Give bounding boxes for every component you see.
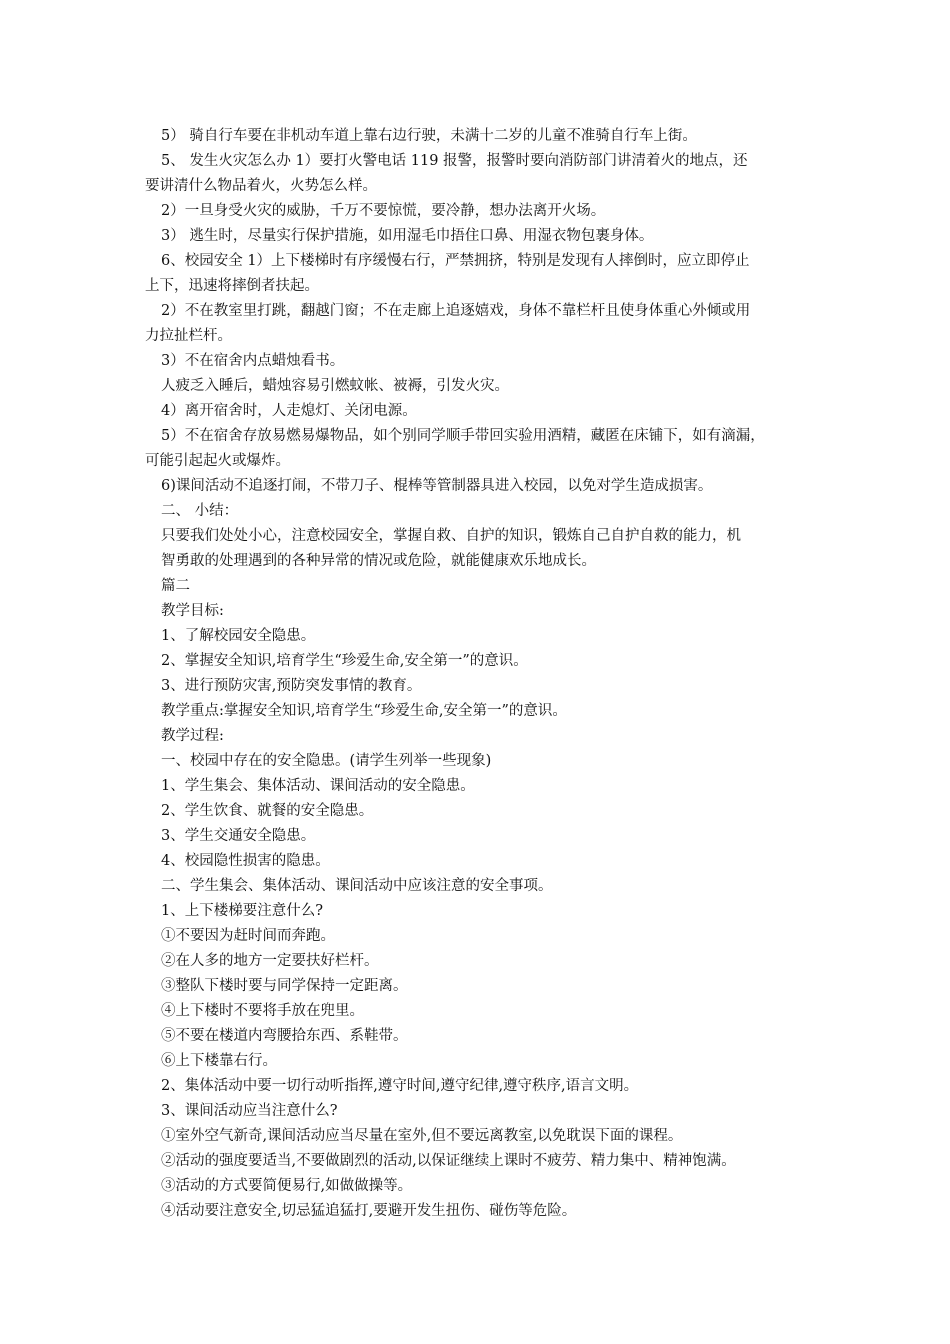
- text-line: 1、了解校园安全隐患。: [161, 628, 316, 644]
- text-line: 只要我们处处小心，注意校园安全，掌握自救、自护的知识，锻炼自己自护自救的能力，机: [161, 528, 741, 544]
- text-line: 教学重点:掌握安全知识,培育学生“珍爱生命,安全第一”的意识。: [161, 703, 567, 719]
- text-line: 教学过程:: [161, 728, 224, 744]
- text-line: 篇二: [161, 578, 190, 594]
- text-line: ⑥上下楼靠右行。: [161, 1053, 277, 1069]
- text-line: ⑤不要在楼道内弯腰拾东西、系鞋带。: [161, 1028, 408, 1044]
- text-line: 3、进行预防灾害,预防突发事情的教育。: [161, 678, 422, 694]
- text-line: 6、校园安全 1）上下楼梯时有序缓慢右行，严禁拥挤，特别是发现有人摔倒时，应立即停止: [161, 253, 750, 269]
- text-line: ④活动要注意安全,切忌猛追猛打,要避开发生扭伤、碰伤等危险。: [161, 1203, 577, 1219]
- text-line: 4）离开宿舍时，人走熄灯、关闭电源。: [161, 403, 417, 419]
- text-line: 3） 逃生时，尽量实行保护措施，如用湿毛巾捂住口鼻、用湿衣物包裹身体。: [161, 228, 654, 244]
- text-line: ②在人多的地方一定要扶好栏杆。: [161, 953, 379, 969]
- text-line: 一、校园中存在的安全隐患。(请学生列举一些现象): [161, 753, 492, 769]
- text-line: ④上下楼时不要将手放在兜里。: [161, 1003, 364, 1019]
- text-line: ②活动的强度要适当,不要做剧烈的活动,以保证继续上课时不疲劳、精力集中、精神饱满。: [161, 1153, 736, 1169]
- text-line: 5、 发生火灾怎么办 1）要打火警电话 119 报警，报警时要向消防部门讲清着火的地点，还: [161, 153, 748, 169]
- text-line: 2）不在教室里打跳，翻越门窗；不在走廊上追逐嬉戏，身体不靠栏杆且使身体重心外倾或用: [161, 303, 751, 319]
- text-line: 1、上下楼梯要注意什么?: [161, 903, 323, 919]
- text-line: 4、校园隐性损害的隐患。: [161, 853, 330, 869]
- text-line: ①室外空气新奇,课间活动应当尽量在室外,但不要远离教室,以免耽误下面的课程。: [161, 1128, 683, 1144]
- text-line: 3）不在宿舍内点蜡烛看书。: [161, 353, 345, 369]
- text-line: ③活动的方式要简便易行,如做做操等。: [161, 1178, 413, 1194]
- text-line: 二、 小结：: [161, 503, 239, 519]
- text-line: ①不要因为赶时间而奔跑。: [161, 928, 335, 944]
- text-line: 5） 骑自行车要在非机动车道上靠右边行驶，未满十二岁的儿童不准骑自行车上街。: [161, 128, 697, 144]
- text-line: 3、学生交通安全隐患。: [161, 828, 316, 844]
- text-line: 2、集体活动中要一切行动听指挥,遵守时间,遵守纪律,遵守秩序,语言文明。: [161, 1078, 639, 1094]
- text-line: 智勇敢的处理遇到的各种异常的情况或危险，就能健康欢乐地成长。: [161, 553, 596, 569]
- text-line: 要讲清什么物品着火，火势怎么样。: [145, 178, 377, 194]
- text-line: 教学目标:: [161, 603, 224, 619]
- text-line: 1、学生集会、集体活动、课间活动的安全隐患。: [161, 778, 475, 794]
- text-line: 3、课间活动应当注意什么?: [161, 1103, 338, 1119]
- text-line: 6)课间活动不追逐打闹，不带刀子、棍棒等管制器具进入校园，以免对学生造成损害。: [161, 478, 713, 494]
- text-line: 2、学生饮食、就餐的安全隐患。: [161, 803, 374, 819]
- text-line: 可能引起起火或爆炸。: [145, 453, 290, 469]
- text-line: 上下，迅速将摔倒者扶起。: [145, 278, 319, 294]
- text-line: 二、学生集会、集体活动、课间活动中应该注意的安全事项。: [161, 878, 553, 894]
- text-line: 力拉扯栏杆。: [145, 328, 232, 344]
- text-line: 5）不在宿舍存放易燃易爆物品，如个别同学顺手带回实验用酒精，藏匿在床铺下，如有滴漏，: [161, 428, 765, 444]
- text-line: 人疲乏入睡后，蜡烛容易引燃蚊帐、被褥，引发火灾。: [161, 378, 509, 394]
- text-line: 2）一旦身受火灾的威胁，千万不要惊慌，要冷静，想办法离开火场。: [161, 203, 606, 219]
- text-line: ③整队下楼时要与同学保持一定距离。: [161, 978, 408, 994]
- text-line: 2、掌握安全知识,培育学生“珍爱生命,安全第一”的意识。: [161, 653, 528, 669]
